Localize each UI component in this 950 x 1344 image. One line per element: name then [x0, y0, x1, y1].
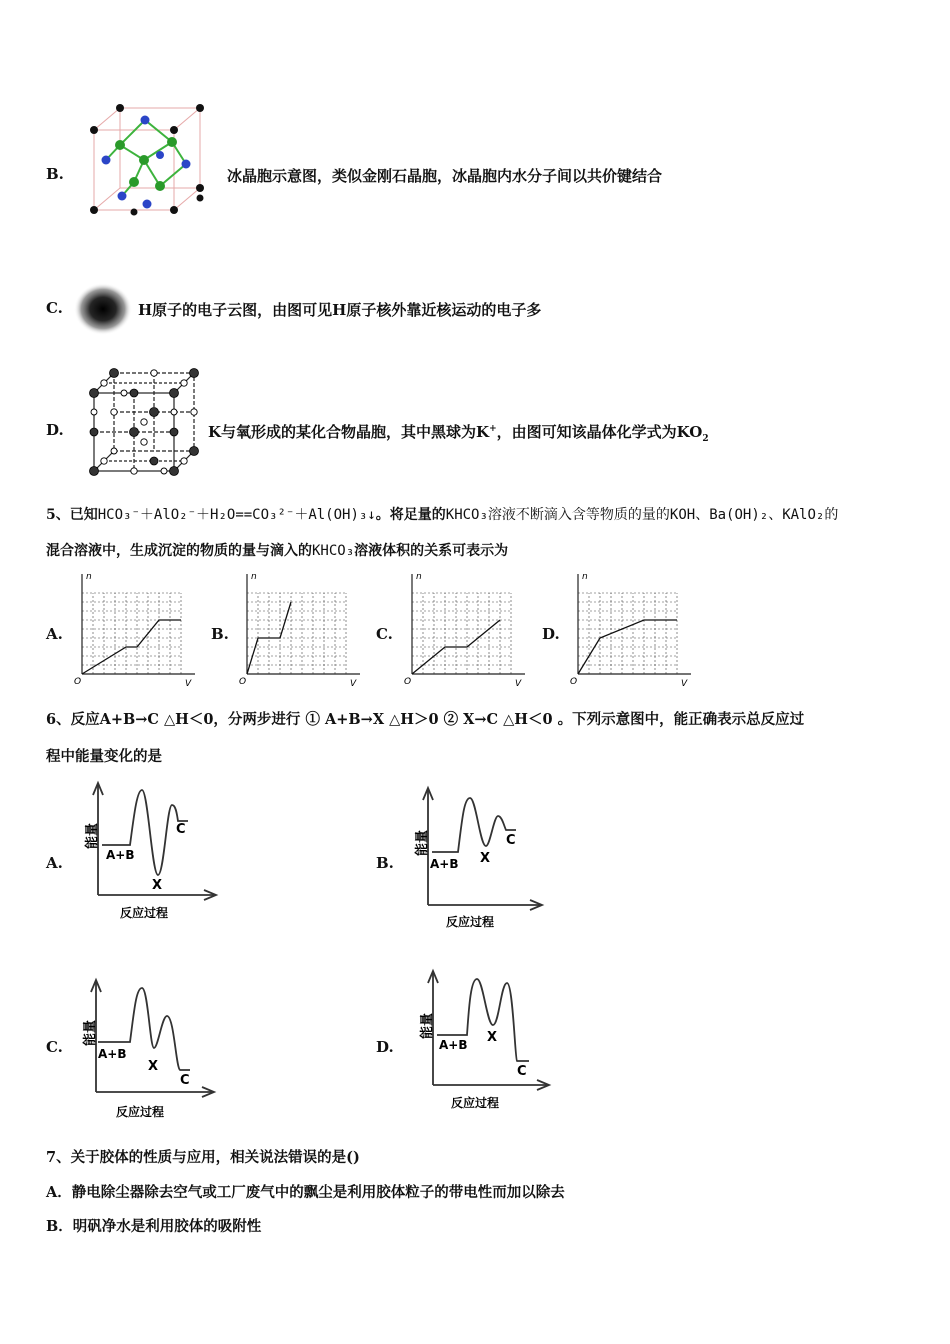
y-axis-label: n: [251, 572, 257, 582]
ylabel-a: 能量: [85, 822, 100, 849]
svg-text:能量: 能量: [415, 829, 430, 856]
origin-label: O: [570, 677, 578, 687]
svg-text:A+B: A+B: [430, 857, 459, 871]
svg-text:C: C: [517, 1064, 527, 1079]
origin-label: O: [74, 677, 82, 687]
svg-text:反应过程: 反应过程: [446, 915, 495, 929]
svg-text:反应过程: 反应过程: [116, 1105, 165, 1119]
q7-option-b: B．明矾净水是利用胶体的吸附性: [46, 1218, 262, 1235]
ice-crystal-cell-image: [82, 100, 217, 225]
option-letter-b: B.: [46, 165, 64, 183]
svg-text:X: X: [487, 1030, 498, 1045]
n-v-graph: [237, 570, 367, 690]
svg-text:能量: 能量: [420, 1012, 435, 1039]
y-axis-label: n: [582, 572, 588, 582]
energy-diagram-a: [72, 775, 232, 925]
axes: [247, 574, 360, 674]
origin-label: O: [239, 677, 247, 687]
option-b-text: 冰晶胞示意图，类似金刚石晶胞，冰晶胞内水分子间以共价键结合: [227, 167, 663, 185]
q7-option-a: A．静电除尘器除去空气或工厂废气中的飘尘是利用胶体粒子的带电性而加以除去: [46, 1184, 565, 1201]
q6-option-letter-a: A.: [46, 854, 63, 872]
svg-text:A+B: A+B: [98, 1047, 127, 1061]
n-v-graph: [402, 570, 532, 690]
q6-option-letter-c: C.: [46, 1038, 63, 1056]
y-axis-label: n: [86, 572, 92, 582]
q5-option-letter: C.: [376, 625, 393, 643]
svg-text:能量: 能量: [83, 1019, 98, 1046]
x-axis-label: V: [681, 679, 688, 689]
y-axis-label: n: [416, 572, 422, 582]
option-letter-d-visible: D.: [46, 421, 64, 439]
n-v-graph: [568, 570, 698, 690]
q7-stem: 7、关于胶体的性质与应用，相关说法错误的是(): [46, 1149, 360, 1166]
n-v-graph: [72, 570, 202, 690]
origin-label: O: [404, 677, 412, 687]
q5-option-letter: B.: [211, 625, 229, 643]
axes: [412, 574, 525, 674]
q5-option-letter: D.: [542, 625, 560, 643]
xlabel-a: 反应过程: [120, 906, 169, 920]
svg-text:C: C: [506, 833, 516, 848]
q5-line1: 5、已知HCO₃⁻＋AlO₂⁻＋H₂O==CO₃²⁻＋Al(OH)₃↓。将足量的KHCO₃溶液不断滴入含等物质的量的KOH、Ba(OH)₂、KAlO₂的: [46, 507, 839, 523]
option-c-text: H原子的电子云图，由图可见H原子核外靠近核运动的电子多: [138, 301, 542, 319]
q6-option-letter-d: D.: [376, 1038, 394, 1056]
svg-text:反应过程: 反应过程: [451, 1096, 500, 1110]
q5-option-letter: A.: [46, 625, 63, 643]
axes: [82, 574, 195, 674]
electron-cloud-image: [72, 282, 134, 338]
q5-line2: 混合溶液中，生成沉淀的物质的量与滴入的KHCO₃溶液体积的关系可表示为: [46, 543, 509, 559]
x-axis-label: V: [350, 679, 357, 689]
option-letter-c: C.: [46, 299, 63, 317]
mid-label-a: X: [152, 878, 163, 893]
x-axis-label: V: [185, 679, 192, 689]
option-d-text: K与氧形成的某化合物晶胞，其中黑球为K+，由图可知该晶体化学式为$KO_2$: [208, 423, 709, 444]
x-axis-label: V: [515, 679, 522, 689]
q6-option-letter-b: B.: [376, 854, 394, 872]
energy-diagram-d: [405, 965, 565, 1115]
svg-text:X: X: [480, 851, 491, 866]
energy-diagram-c: [72, 970, 232, 1120]
start-label-a: A+B: [106, 848, 135, 862]
q6-line2: 程中能量变化的是: [46, 748, 162, 765]
svg-text:X: X: [148, 1059, 159, 1074]
svg-text:A+B: A+B: [439, 1038, 468, 1052]
q6-line1: 6、反应A+B→C △H＜0，分两步进行 ① A+B→X △H＞0 ② X→C △H＜0 。下列示意图中，能正确表示总反应过: [46, 711, 805, 728]
end-label-a: C: [176, 822, 186, 837]
svg-text:C: C: [180, 1073, 190, 1088]
ko2-crystal-cell-image: [84, 365, 206, 477]
energy-diagram-b: [400, 780, 560, 930]
